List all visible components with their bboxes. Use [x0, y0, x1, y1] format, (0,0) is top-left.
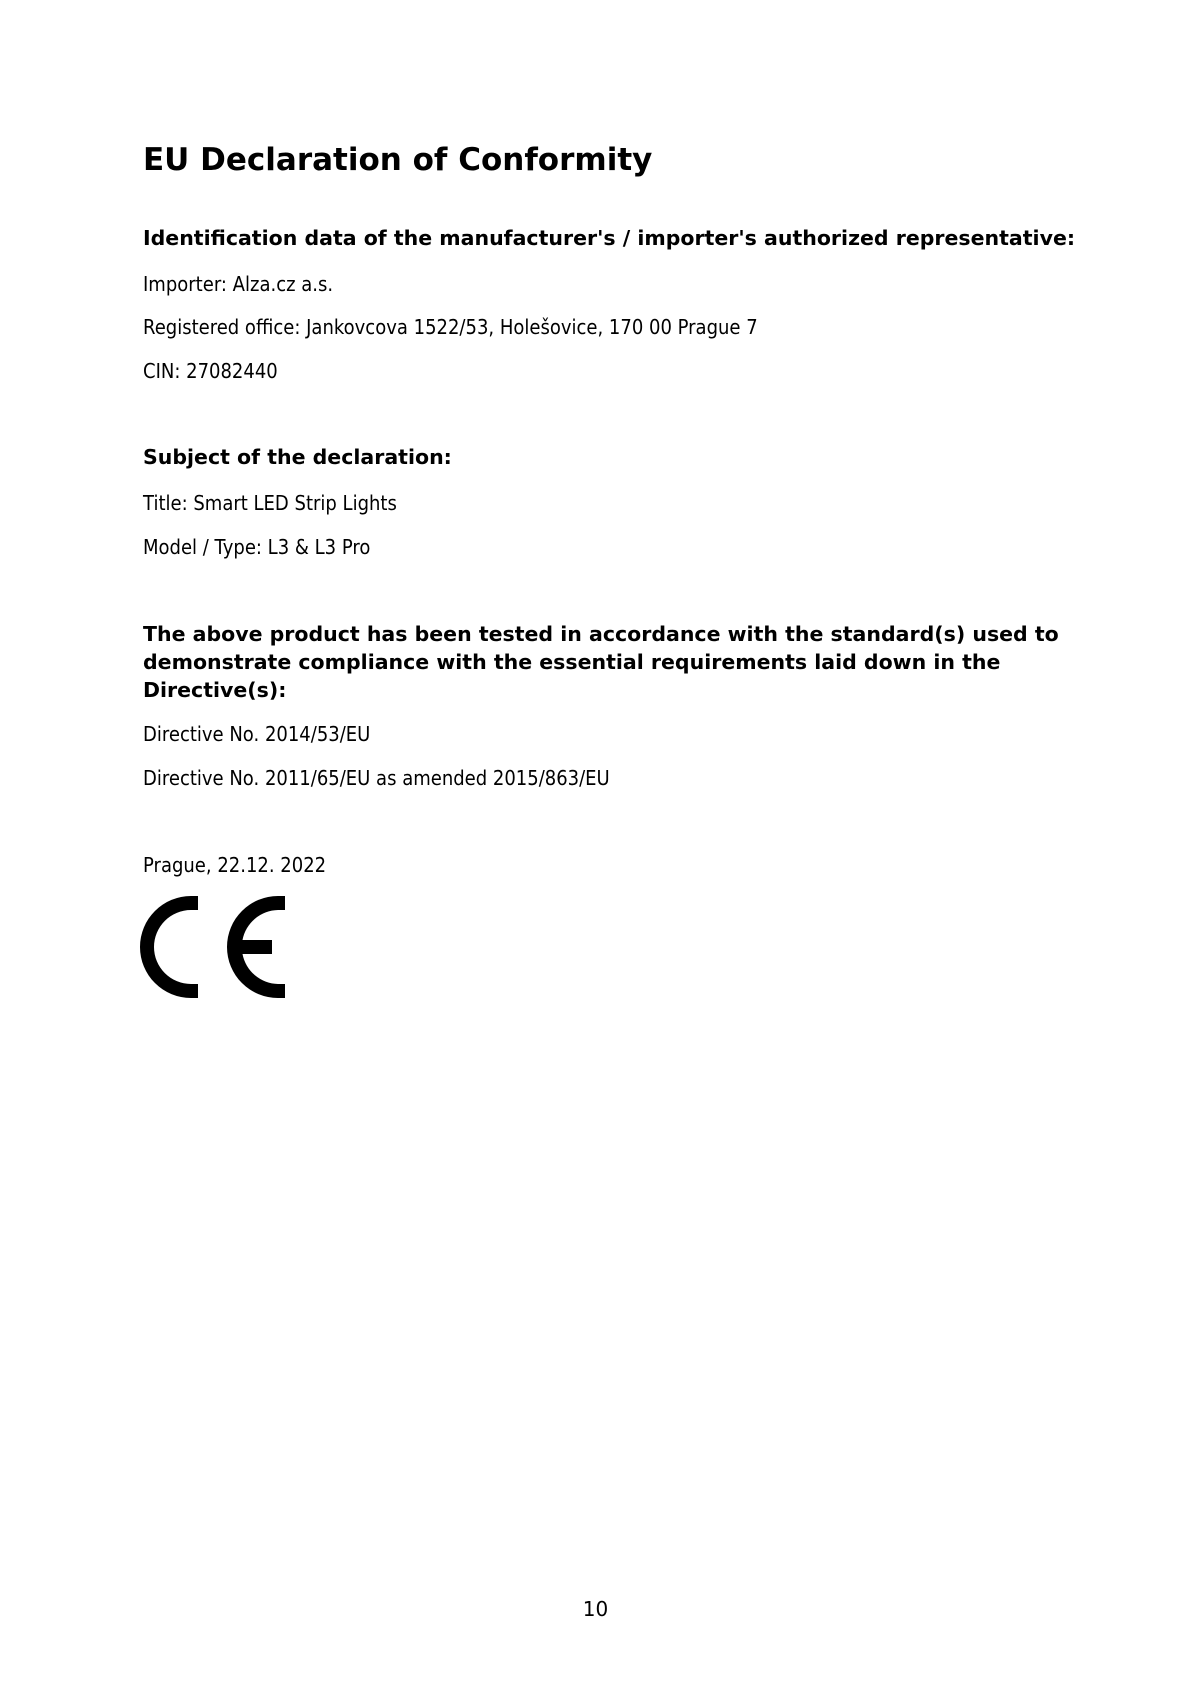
compliance-heading: The above product has been tested in accordance with the standard(s) used to demonstrate compliance with the essential requirements laid down in the Directive(s): [143, 622, 1059, 702]
subject-heading: Subject of the declaration: [143, 445, 452, 469]
ce-mark-icon [140, 896, 285, 998]
model-type-line: Model / Type: L3 & L3 Pro [143, 535, 371, 559]
importer-line: Importer: Alza.cz a.s. [143, 272, 334, 296]
identification-heading: Identification data of the manufacturer's / importer's authorized representative: [143, 226, 1076, 250]
product-title-line: Title: Smart LED Strip Lights [143, 491, 397, 515]
cin-line: CIN: 27082440 [143, 359, 278, 383]
registered-office-line: Registered office: Jankovcova 1522/53, Holešovice, 170 00 Prague 7 [143, 315, 758, 339]
place-date-line: Prague, 22.12. 2022 [143, 853, 327, 877]
directive-line-2: Directive No. 2011/65/EU as amended 2015/863/EU [143, 766, 610, 790]
page-number: 10 [582, 1597, 609, 1621]
directive-line-1: Directive No. 2014/53/EU [143, 722, 371, 746]
page-title: EU Declaration of Conformity [143, 142, 653, 178]
